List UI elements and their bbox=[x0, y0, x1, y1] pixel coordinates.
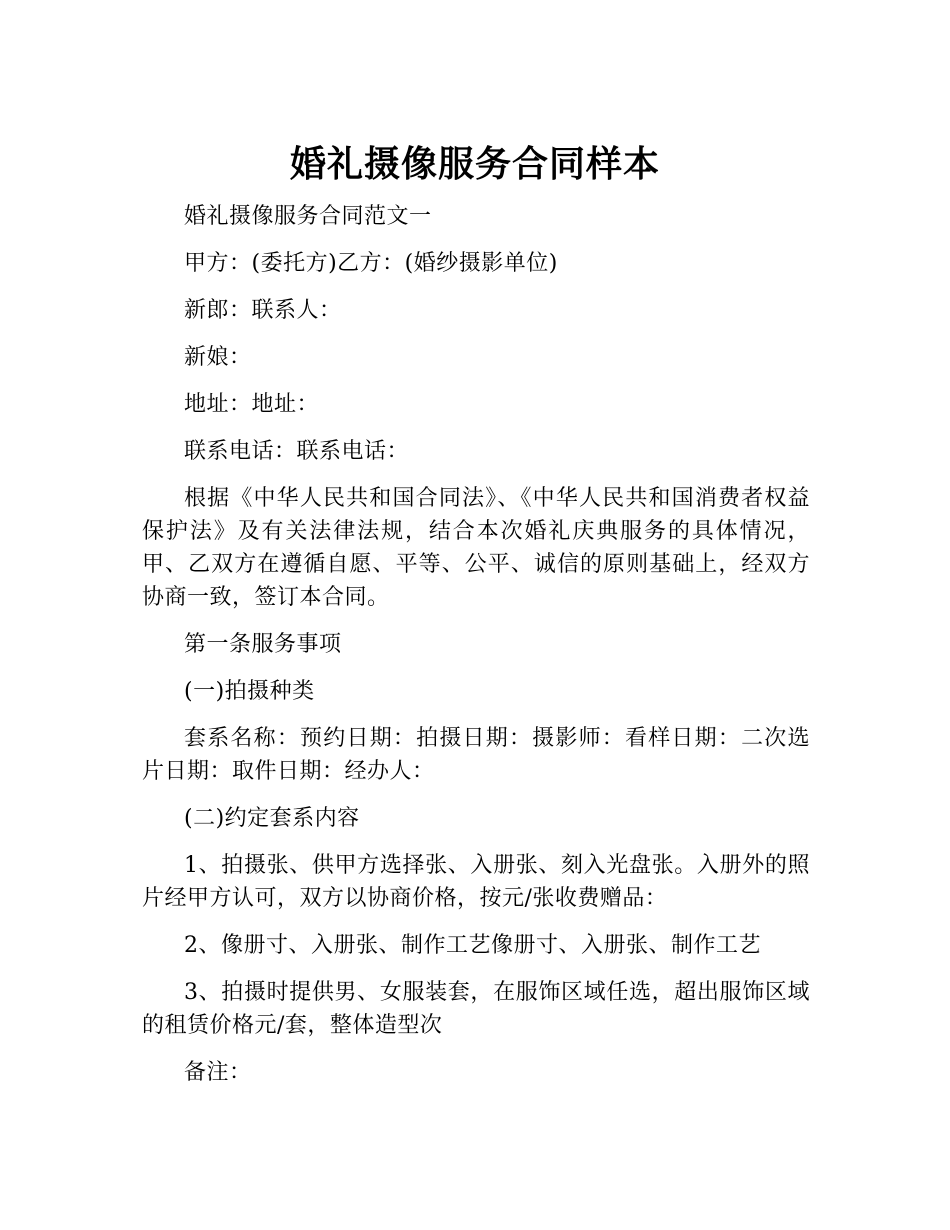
paragraph-package-content: (二)约定套系内容 bbox=[184, 806, 360, 831]
document-title: 婚礼摄像服务合同样本 bbox=[289, 144, 660, 186]
paragraph-bride: 新娘： bbox=[184, 345, 252, 370]
paragraph-article-one: 第一条服务事项 bbox=[184, 632, 342, 657]
paragraph-parties: 甲方：(委托方)乙方：(婚纱摄影单位) bbox=[184, 251, 558, 276]
paragraph-groom-contact: 新郎：联系人： bbox=[184, 298, 342, 323]
paragraph-legal-basis: 根据《中华人民共和国合同法》、《中华人民共和国消费者权益保护法》及有关法律法规，结合本次婚礼庆典服务的具体情况，甲、乙双方在遵循自愿、平等、公平、诚信的原则基础上，经双方协商一致，签订本合同。 bbox=[142, 486, 810, 610]
document-body bbox=[142, 200, 810, 1103]
paragraph-item-2: 2、像册寸、入册张、制作工艺像册寸、入册张、制作工艺 bbox=[184, 933, 761, 958]
paragraph-shooting-type: (一)拍摄种类 bbox=[184, 679, 315, 704]
paragraph-contract-name: 婚礼摄像服务合同范文一 bbox=[184, 204, 432, 229]
paragraph-package-details: 套系名称：预约日期：拍摄日期：摄影师：看样日期：二次选片日期：取件日期：经办人： bbox=[142, 726, 810, 784]
paragraph-item-1: 1、拍摄张、供甲方选择张、入册张、刻入光盘张。入册外的照片经甲方认可，双方以协商价格，按元/张收费赠品： bbox=[142, 853, 810, 911]
paragraph-notes: 备注： bbox=[184, 1060, 252, 1085]
paragraph-phone: 联系电话：联系电话： bbox=[184, 439, 410, 464]
paragraph-address: 地址：地址： bbox=[184, 392, 320, 417]
paragraph-item-3: 3、拍摄时提供男、女服装套，在服饰区域任选，超出服饰区域的租赁价格元/套，整体造型次 bbox=[142, 980, 810, 1038]
